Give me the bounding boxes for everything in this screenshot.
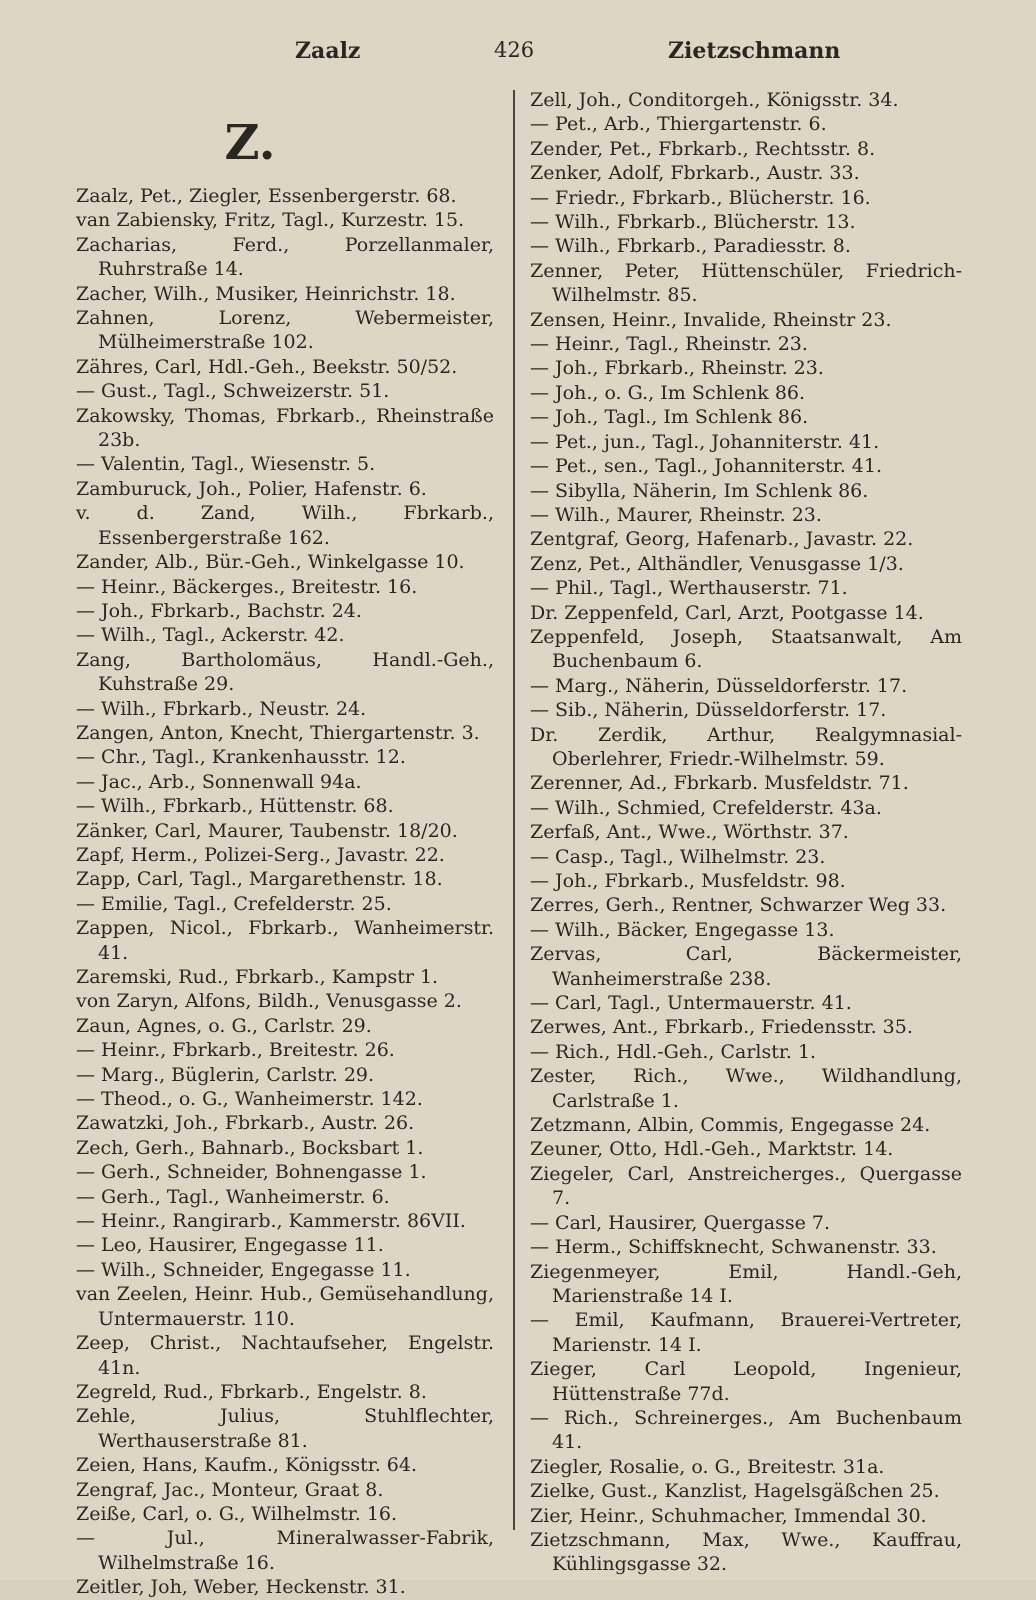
directory-entry: Zerfaß, Ant., Wwe., Wörthstr. 37. bbox=[530, 821, 849, 844]
column-divider bbox=[513, 90, 515, 1530]
directory-entry: — Valentin, Tagl., Wiesenstr. 5. bbox=[76, 453, 376, 476]
directory-entry: — Marg., Näherin, Düsseldorferstr. 17. bbox=[530, 674, 908, 697]
directory-entry: Zech, Gerh., Bahnarb., Bocksbart 1. bbox=[76, 1136, 424, 1159]
directory-entry: Dr. Zerdik, Arthur, Realgymnasial-Oberlehrer, Friedr.-Wilhelmstr. 59. bbox=[530, 723, 962, 770]
directory-entry: — Pet., jun., Tagl., Johanniterstr. 41. bbox=[530, 430, 880, 453]
directory-entry: — Joh., Fbrkarb., Bachstr. 24. bbox=[76, 599, 362, 622]
directory-entry: — Pet., sen., Tagl., Johanniterstr. 41. bbox=[530, 455, 883, 478]
directory-entry: — Heinr., Tagl., Rheinstr. 23. bbox=[530, 333, 808, 356]
directory-entry: Zell, Joh., Conditorgeh., Königsstr. 34. bbox=[530, 89, 899, 111]
directory-entry: Zamburuck, Joh., Polier, Hafenstr. 6. bbox=[76, 477, 427, 500]
directory-entry: — Heinr., Rangirarb., Kammerstr. 86VII. bbox=[76, 1210, 466, 1233]
directory-entry: — Wilh., Bäcker, Engegasse 13. bbox=[530, 918, 835, 941]
directory-entry: van Zeelen, Heinr. Hub., Gemüsehandlung, Untermauerstr. 110. bbox=[76, 1283, 501, 1330]
directory-entry: Zawatzki, Joh., Fbrkarb., Austr. 26. bbox=[76, 1112, 415, 1135]
directory-entry: — Wilh., Fbrkarb., Hüttenstr. 68. bbox=[76, 795, 394, 818]
directory-entry: — Herm., Schiffsknecht, Schwanenstr. 33. bbox=[530, 1236, 937, 1259]
directory-entry: Zier, Heinr., Schuhmacher, Immendal 30. bbox=[530, 1504, 927, 1527]
directory-entry: Zänker, Carl, Maurer, Taubenstr. 18/20. bbox=[76, 819, 458, 842]
directory-entry: Zapp, Carl, Tagl., Margarethenstr. 18. bbox=[76, 868, 443, 891]
directory-entry: Zapf, Herm., Polizei-Serg., Javastr. 22. bbox=[76, 843, 445, 866]
directory-entry: — Friedr., Fbrkarb., Blücherstr. 16. bbox=[530, 186, 871, 209]
directory-entry: — Sibylla, Näherin, Im Schlenk 86. bbox=[530, 479, 869, 502]
directory-entry: — Wilh., Schmied, Crefelderstr. 43a. bbox=[530, 796, 882, 819]
header-last-entry: Zietzschmann bbox=[668, 38, 841, 64]
page-number: 426 bbox=[494, 38, 535, 62]
directory-entry: — Gerh., Tagl., Wanheimerstr. 6. bbox=[76, 1185, 390, 1208]
directory-entry: — Wilh., Fbrkarb., Neustr. 24. bbox=[76, 697, 367, 720]
directory-entry: Zerres, Gerh., Rentner, Schwarzer Weg 33. bbox=[530, 894, 947, 917]
directory-entry: Zeppenfeld, Joseph, Staatsanwalt, Am Buchenbaum 6. bbox=[530, 625, 969, 673]
directory-entry: Zengraf, Jac., Monteur, Graat 8. bbox=[76, 1478, 384, 1501]
directory-entry: — Joh., Tagl., Im Schlenk 86. bbox=[530, 406, 809, 429]
directory-entry: Zietzschmann, Max, Wwe., Kauffrau, Kühlingsgasse 32. bbox=[530, 1528, 969, 1576]
directory-entry: Zakowsky, Thomas, Fbrkarb., Rheinstraße 23b. bbox=[76, 404, 501, 452]
directory-entry: Zaun, Agnes, o. G., Carlstr. 29. bbox=[76, 1014, 372, 1037]
directory-entry: — Casp., Tagl., Wilhelmstr. 23. bbox=[530, 845, 826, 868]
directory-entry: Ziegeler, Carl, Anstreicherges., Quergasse 7. bbox=[530, 1162, 969, 1210]
directory-entry: — Carl, Hausirer, Quergasse 7. bbox=[530, 1211, 831, 1234]
directory-entry: Zenz, Pet., Althändler, Venusgasse 1/3. bbox=[530, 552, 904, 575]
directory-entry: — Gerh., Schneider, Bohnengasse 1. bbox=[76, 1161, 427, 1184]
directory-entry: von Zaryn, Alfons, Bildh., Venusgasse 2. bbox=[76, 990, 462, 1013]
directory-entry: Zander, Alb., Bür.-Geh., Winkelgasse 10. bbox=[76, 551, 465, 574]
directory-entry: van Zabiensky, Fritz, Tagl., Kurzestr. 15. bbox=[76, 209, 465, 232]
directory-entry: — Phil., Tagl., Werthauserstr. 71. bbox=[530, 577, 848, 600]
directory-entry: — Joh., o. G., Im Schlenk 86. bbox=[530, 381, 806, 404]
section-letter: Z. bbox=[224, 115, 276, 171]
directory-entry: Zender, Pet., Fbrkarb., Rechtsstr. 8. bbox=[530, 137, 876, 160]
directory-entry: Zähres, Carl, Hdl.-Geh., Beekstr. 50/52. bbox=[76, 355, 458, 378]
directory-entry: — Joh., Fbrkarb., Rheinstr. 23. bbox=[530, 357, 824, 380]
directory-entry: Zester, Rich., Wwe., Wildhandlung, Carlstraße 1. bbox=[530, 1065, 969, 1112]
directory-entry: — Leo, Hausirer, Engegasse 11. bbox=[76, 1234, 384, 1257]
right-column bbox=[530, 88, 969, 1577]
directory-entry: — Joh., Fbrkarb., Musfeldstr. 98. bbox=[530, 870, 846, 892]
directory-entry: Zahnen, Lorenz, Webermeister, Mülheimerstraße 102. bbox=[76, 307, 501, 354]
directory-entry: — Rich., Schreinerges., Am Buchenbaum 41. bbox=[530, 1406, 969, 1454]
directory-entry: Zentgraf, Georg, Hafenarb., Javastr. 22. bbox=[530, 528, 914, 551]
directory-entry: Zerenner, Ad., Fbrkarb. Musfeldstr. 71. bbox=[530, 772, 909, 795]
directory-entry: Zaremski, Rud., Fbrkarb., Kampstr 1. bbox=[76, 966, 439, 988]
directory-entry: Zervas, Carl, Bäckermeister, Wanheimerstraße 238. bbox=[530, 943, 969, 990]
directory-entry: — Wilh., Maurer, Rheinstr. 23. bbox=[530, 503, 822, 526]
directory-entry: Zaalz, Pet., Ziegler, Essenbergerstr. 68. bbox=[76, 185, 457, 207]
directory-entry: Zehle, Julius, Stuhlflechter, Werthauserstraße 81. bbox=[76, 1405, 501, 1452]
directory-entry: Zenner, Peter, Hüttenschüler, Friedrich-Wilhelmstr. 85. bbox=[530, 259, 962, 307]
directory-entry: — Wilh., Tagl., Ackerstr. 42. bbox=[76, 624, 345, 647]
left-column bbox=[76, 88, 501, 1600]
directory-entry: Zetzmann, Albin, Commis, Engegasse 24. bbox=[530, 1114, 931, 1137]
directory-entry: — Marg., Büglerin, Carlstr. 29. bbox=[76, 1063, 375, 1086]
directory-entry: Zeuner, Otto, Hdl.-Geh., Marktstr. 14. bbox=[530, 1138, 894, 1161]
directory-entry: — Gust., Tagl., Schweizerstr. 51. bbox=[76, 380, 390, 403]
directory-entry: Ziegler, Rosalie, o. G., Breitestr. 31a. bbox=[530, 1455, 885, 1478]
directory-entry: Zacher, Wilh., Musiker, Heinrichstr. 18. bbox=[76, 282, 456, 305]
directory-entry: — Emil, Kaufmann, Brauerei-Vertreter, Marienstr. 14 I. bbox=[530, 1309, 969, 1356]
directory-entry: Zeiße, Carl, o. G., Wilhelmstr. 16. bbox=[76, 1502, 398, 1525]
directory-entry: — Heinr., Bäckerges., Breitestr. 16. bbox=[76, 575, 418, 598]
directory-entry: — Jac., Arb., Sonnenwall 94a. bbox=[76, 770, 362, 793]
directory-entry: — Sib., Näherin, Düsseldorferstr. 17. bbox=[530, 699, 887, 722]
directory-entry: Zang, Bartholomäus, Handl.-Geh., Kuhstraße 29. bbox=[76, 648, 501, 696]
directory-entry: Zeien, Hans, Kaufm., Königsstr. 64. bbox=[76, 1454, 417, 1477]
directory-entry: Ziegenmeyer, Emil, Handl.-Geh, Marienstraße 14 I. bbox=[530, 1260, 969, 1307]
directory-entry: — Pet., Arb., Thiergartenstr. 6. bbox=[530, 113, 827, 136]
directory-entry: Zerwes, Ant., Fbrkarb., Friedensstr. 35. bbox=[530, 1016, 913, 1039]
header-first-entry: Zaalz bbox=[295, 38, 361, 64]
directory-entry: Dr. Zeppenfeld, Carl, Arzt, Pootgasse 14. bbox=[530, 601, 924, 624]
directory-entry: Zielke, Gust., Kanzlist, Hagelsgäßchen 25. bbox=[530, 1480, 940, 1503]
directory-entry: Zappen, Nicol., Fbrkarb., Wanheimerstr. 41. bbox=[76, 917, 501, 964]
directory-entry: Zeitler, Joh, Weber, Heckenstr. 31. bbox=[76, 1576, 406, 1599]
directory-entry: Zacharias, Ferd., Porzellanmaler, Ruhrstraße 14. bbox=[76, 233, 501, 281]
directory-entry: — Jul., Mineralwasser-Fabrik, Wilhelmstraße 16. bbox=[76, 1527, 501, 1574]
directory-entry: Zenker, Adolf, Fbrkarb., Austr. 33. bbox=[530, 162, 860, 185]
running-head bbox=[0, 38, 1036, 78]
directory-entry: Zegreld, Rud., Fbrkarb., Engelstr. 8. bbox=[76, 1380, 427, 1403]
directory-entry: Zensen, Heinr., Invalide, Rheinstr 23. bbox=[530, 308, 892, 331]
directory-entry: Zeep, Christ., Nachtaufseher, Engelstr. 41n. bbox=[76, 1332, 501, 1379]
directory-entry: — Carl, Tagl., Untermauerstr. 41. bbox=[530, 992, 852, 1015]
directory-entry: — Wilh., Fbrkarb., Blücherstr. 13. bbox=[530, 211, 856, 234]
directory-entry: — Rich., Hdl.-Geh., Carlstr. 1. bbox=[530, 1040, 817, 1063]
directory-entry: — Theod., o. G., Wanheimerstr. 142. bbox=[76, 1088, 423, 1111]
directory-entry: — Emilie, Tagl., Crefelderstr. 25. bbox=[76, 892, 392, 915]
directory-entry: v. d. Zand, Wilh., Fbrkarb., Essenbergerstraße 162. bbox=[76, 502, 501, 549]
directory-entry: — Heinr., Fbrkarb., Breitestr. 26. bbox=[76, 1039, 395, 1062]
directory-entry: — Wilh., Schneider, Engegasse 11. bbox=[76, 1258, 411, 1281]
directory-entry: — Wilh., Fbrkarb., Paradiesstr. 8. bbox=[530, 235, 851, 258]
directory-entry: — Chr., Tagl., Krankenhausstr. 12. bbox=[76, 746, 406, 769]
directory-entry: Zieger, Carl Leopold, Ingenieur, Hüttenstraße 77d. bbox=[530, 1358, 969, 1405]
directory-entry: Zangen, Anton, Knecht, Thiergartenstr. 3. bbox=[76, 721, 480, 744]
